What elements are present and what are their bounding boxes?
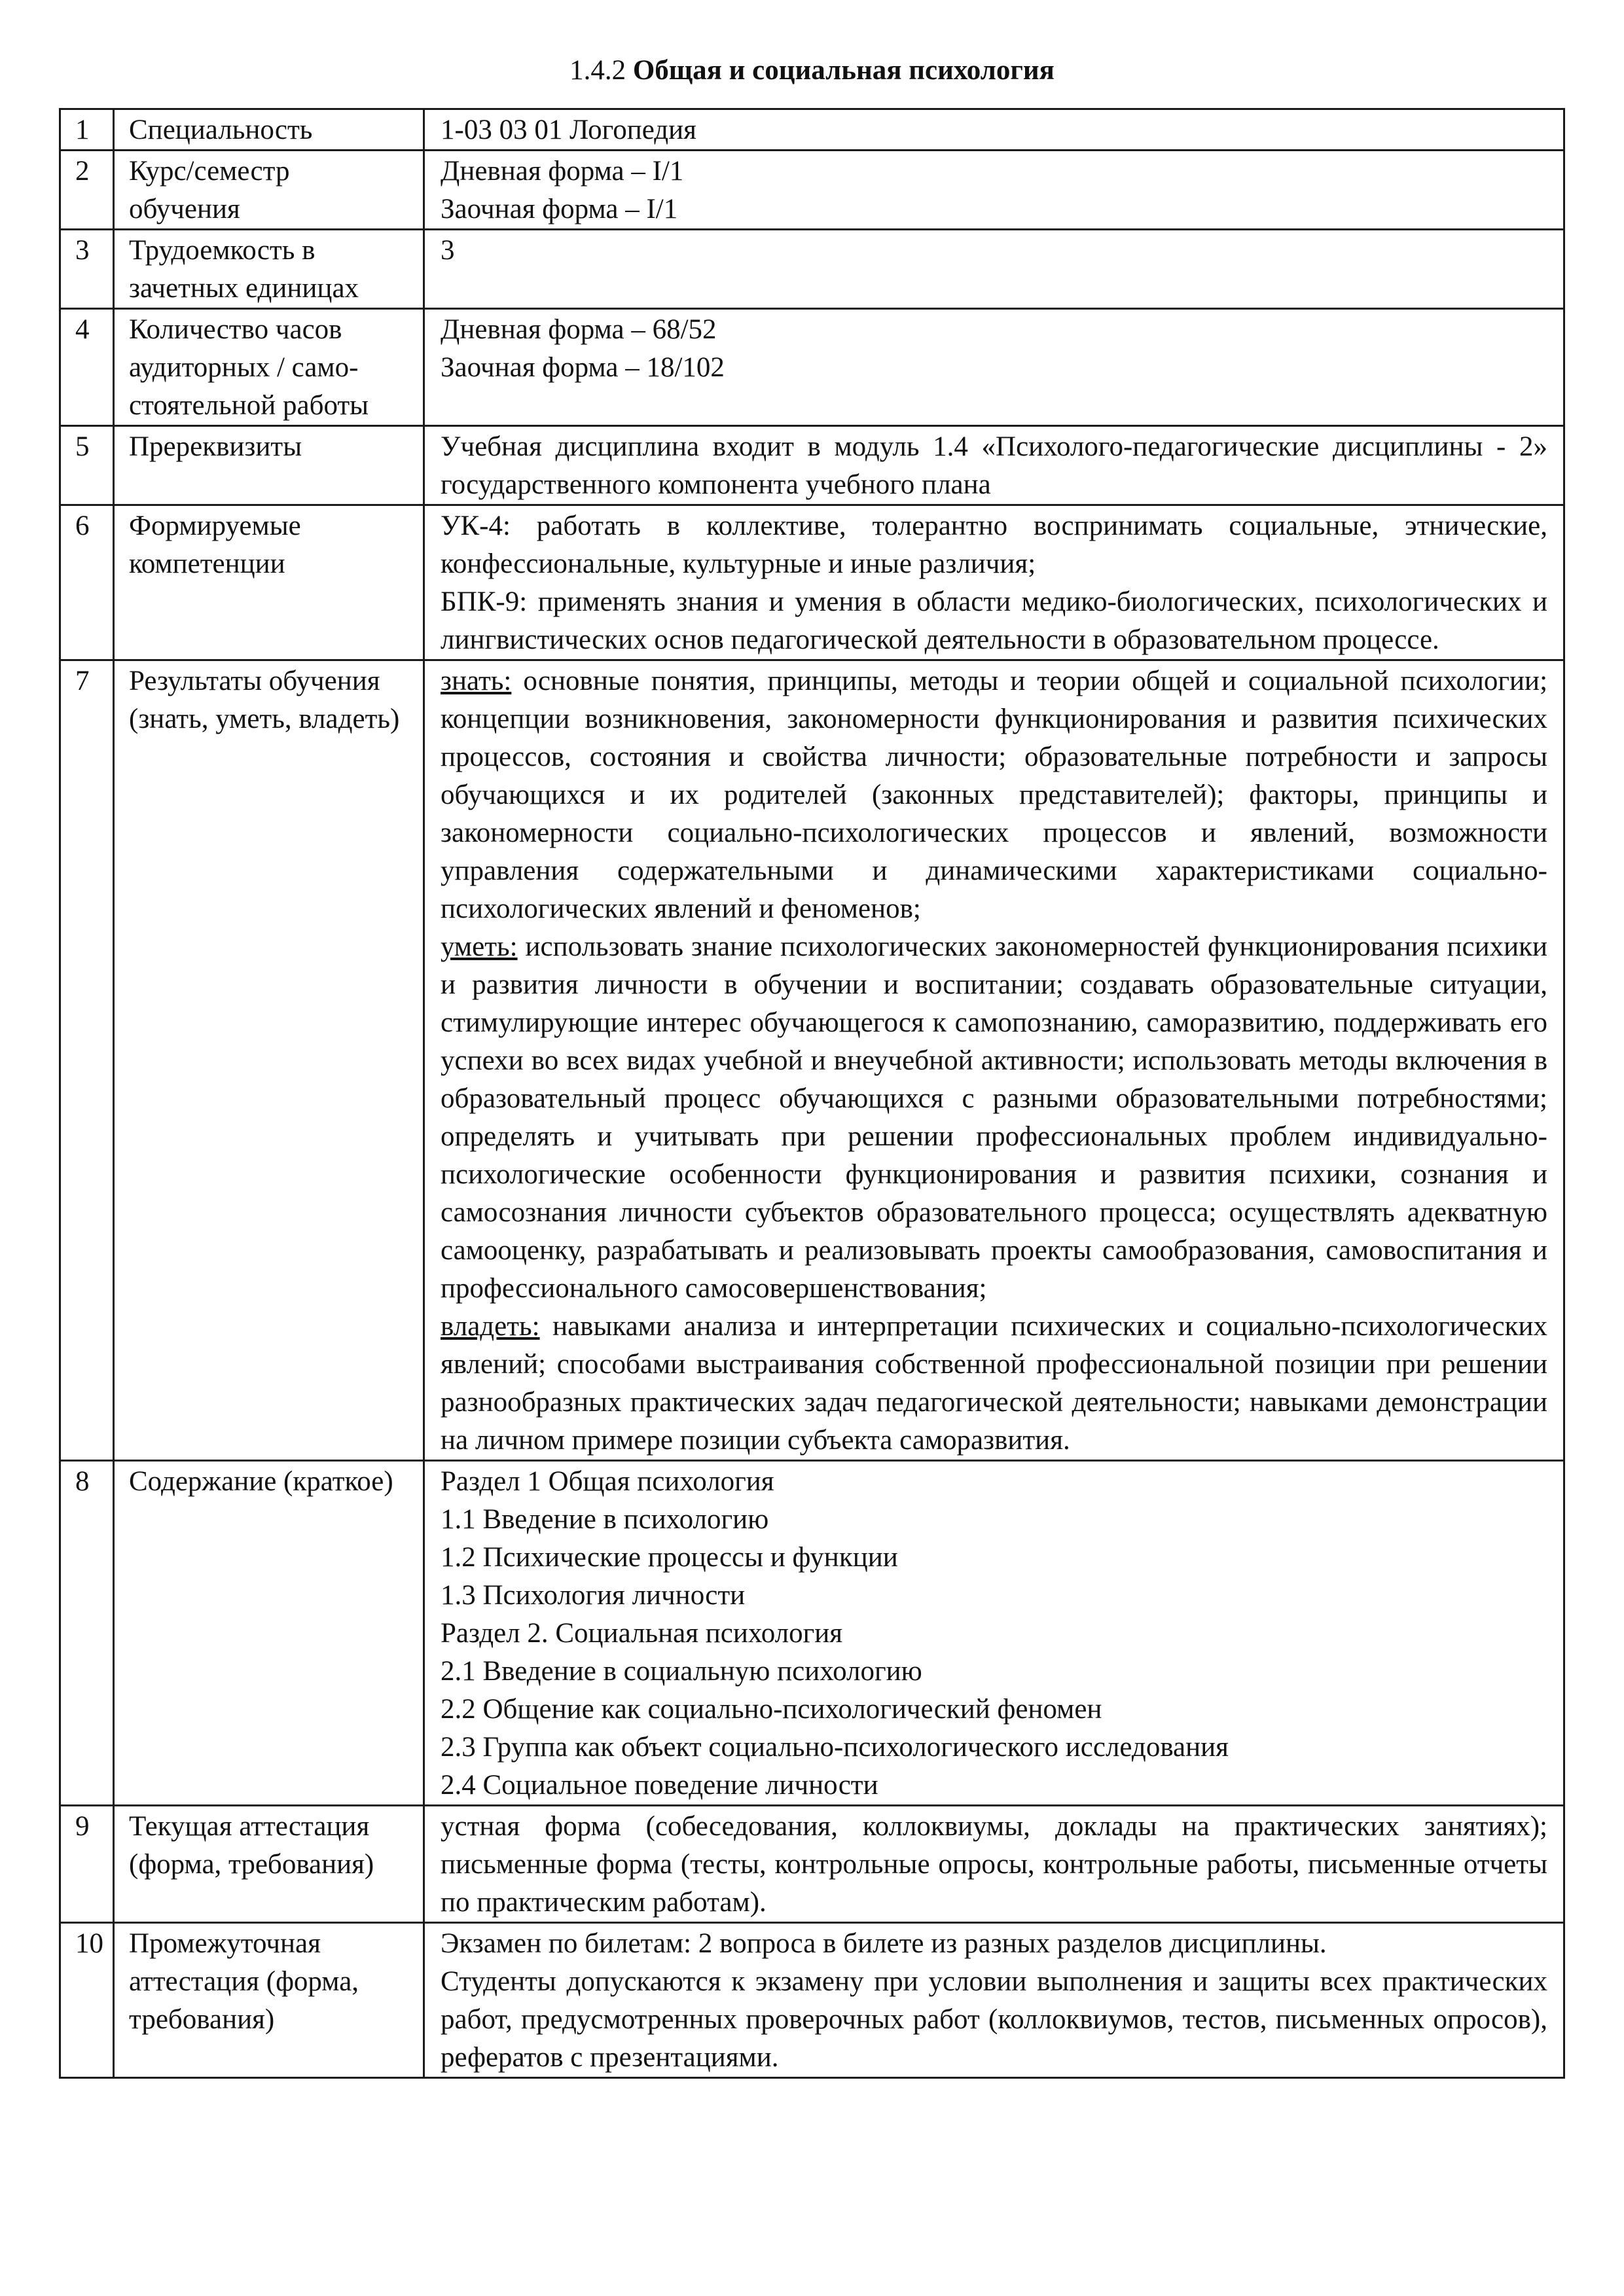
row-value [424, 1461, 1564, 1806]
row-value [424, 151, 1564, 230]
outcome-key: уметь: [441, 931, 518, 962]
value-line: Дневная форма – I/1 [441, 156, 684, 187]
content-line: 2.4 Социальное поведение личности [441, 1770, 878, 1801]
row-label: Пререквизиты [114, 426, 424, 505]
row-label: Трудоемкость в зачетных единицах [114, 230, 424, 309]
value-line: Заочная форма – I/1 [441, 194, 678, 224]
competence-code: БПК-9: [441, 586, 528, 617]
row-label: Результаты обучения (знать, уметь, владеть) [114, 660, 424, 1461]
content-line: 1.3 Психология личности [441, 1580, 746, 1611]
outcome-can [441, 928, 1547, 1308]
value-line: Заочная форма – 18/102 [441, 352, 725, 383]
row-label: Содержание (краткое) [114, 1461, 424, 1806]
exam-line: Экзамен по билетам: 2 вопроса в билете из разных разделов дисциплины. [441, 1928, 1327, 1959]
row-label: Курс/семестр обучения [114, 151, 424, 230]
competence-code: УК-4: [441, 511, 511, 541]
discipline-table [59, 108, 1565, 2079]
title-text: Общая и социальная психология [632, 55, 1055, 86]
row-number: 6 [60, 505, 114, 660]
competence-item [441, 507, 1547, 583]
content-line: Раздел 1 Общая психология [441, 1466, 774, 1497]
content-line: Раздел 2. Социальная психология [441, 1618, 843, 1649]
content-line: 2.3 Группа как объект социально-психологического исследования [441, 1732, 1229, 1763]
row-value: Учебная дисциплина входит в модуль 1.4 «Психолого-педагогические дисциплины - 2» государственного компонента учебного плана [424, 426, 1564, 505]
row-value [424, 1923, 1564, 2078]
content-line: 1.2 Психические процессы и функции [441, 1542, 898, 1573]
row-number: 3 [60, 230, 114, 309]
row-label: Промежуточная аттестация (форма, требования) [114, 1923, 424, 2078]
row-label: Текущая аттестация (форма, требования) [114, 1806, 424, 1923]
row-value [424, 505, 1564, 660]
row-number: 9 [60, 1806, 114, 1923]
table-row [60, 505, 1564, 660]
row-label: Количество часов аудиторных / само-стоятельной работы [114, 309, 424, 426]
outcome-text: основные понятия, принципы, методы и теории общей и социальной психологии; концепции возникновения, закономерности функционирования и развития психических процессов, состояния и свойства личности; образовательные потребности и запросы обучающихся и их родителей (законных представителей); факторы, принципы и закономерности социально-психологических процессов и явлений, возможности управления содержательными и динамическими характеристиками социально-психологических явлений и феноменов; [441, 666, 1548, 924]
competence-text: работать в коллективе, толерантно воспринимать социальные, этнические, конфессиональные, культурные и иные различия; [441, 511, 1547, 579]
value-line: 3 [441, 235, 455, 266]
row-value [424, 660, 1564, 1461]
row-number: 2 [60, 151, 114, 230]
outcome-key: владеть: [441, 1311, 540, 1342]
table-row [60, 230, 1564, 309]
row-label: Специальность [114, 109, 424, 151]
row-number: 5 [60, 426, 114, 505]
row-number: 7 [60, 660, 114, 1461]
row-number: 1 [60, 109, 114, 151]
row-number: 8 [60, 1461, 114, 1806]
table-row [60, 426, 1564, 505]
row-value: устная форма (собеседования, коллоквиумы, доклады на практических занятиях); письменные форма (тесты, контрольные опросы, контрольные работы, письменные отчеты по практическим работам). [424, 1806, 1564, 1923]
table-row [60, 151, 1564, 230]
content-line: 2.1 Введение в социальную психологию [441, 1656, 922, 1687]
content-line: 1.1 Введение в психологию [441, 1504, 769, 1535]
outcome-know [441, 662, 1547, 928]
value-line: 1-03 03 01 Логопедия [441, 115, 696, 145]
competence-text: применять знания и умения в области медико-биологических, психологических и лингвистических основ педагогической деятельности в образовательном процессе. [441, 586, 1548, 655]
outcome-master [441, 1308, 1547, 1460]
table-row [60, 309, 1564, 426]
content-line: 2.2 Общение как социально-психологический феномен [441, 1694, 1102, 1725]
competence-item [441, 583, 1547, 659]
table-row [60, 1923, 1564, 2078]
row-value [424, 109, 1564, 151]
value-line: Дневная форма – 68/52 [441, 314, 717, 345]
table-row [60, 109, 1564, 151]
table-row [60, 660, 1564, 1461]
outcome-text: навыками анализа и интерпретации психических и социально-психологических явлений; способами выстраивания собственной профессиональной позиции при решении разнообразных практических задач педагогической деятельности; навыками демонстрации на личном примере позиции субъекта саморазвития. [441, 1311, 1548, 1456]
table-row [60, 1806, 1564, 1923]
row-label: Формируемые компетенции [114, 505, 424, 660]
row-number: 10 [60, 1923, 114, 2078]
document-title [0, 52, 1624, 89]
row-value [424, 309, 1564, 426]
outcome-key: знать: [441, 666, 512, 696]
outcome-text: использовать знание психологических закономерностей функционирования психики и развития личности в обучении и воспитании; создавать образовательные ситуации, стимулирующие интерес обучающегося к самопознанию, саморазвитию, поддерживать его успехи во всех видах учебной и внеучебной активности; использовать методы включения в образовательный процесс обучающихся с разными образовательными потребностями; определять и учитывать при решении профессиональных проблем индивидуально-психологические особенности функционирования и развития психики, сознания и самосознания личности субъектов образовательного процесса; осуществлять адекватную самооценку, разрабатывать и реализовывать проекты самообразования, самовоспитания и профессионального самосовершенствования; [441, 931, 1548, 1304]
title-number: 1.4.2 [569, 55, 626, 86]
exam-requirements: Студенты допускаются к экзамену при условии выполнения и защиты всех практических работ, предусмотренных проверочных работ (коллоквиумов, тестов, письменных опросов), рефератов с презентациями. [441, 1966, 1547, 2073]
row-value [424, 230, 1564, 309]
row-number: 4 [60, 309, 114, 426]
table-row [60, 1461, 1564, 1806]
